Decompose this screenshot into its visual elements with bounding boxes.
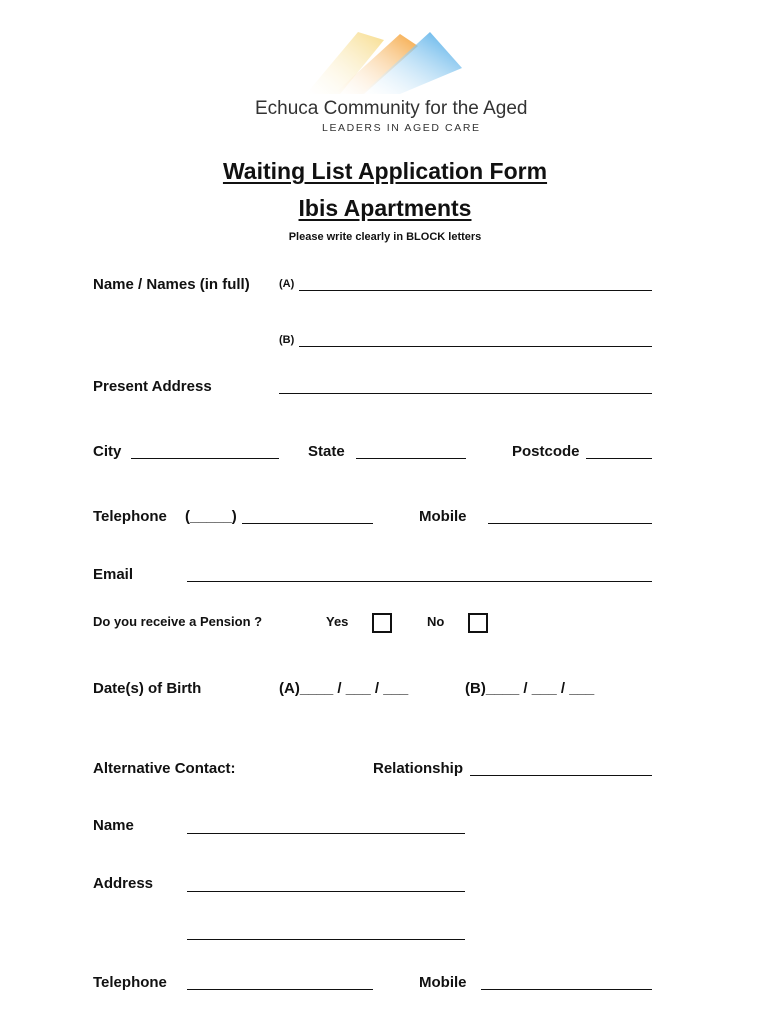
telephone-area-code[interactable]: (_____) [185, 508, 237, 525]
name-a-field[interactable] [299, 290, 652, 291]
form-instruction: Please write clearly in BLOCK letters [288, 231, 482, 243]
alt-address-label: Address [93, 875, 154, 892]
no-label: No [427, 614, 445, 629]
form-title: Waiting List Application Form [222, 158, 548, 184]
postcode-label: Postcode [512, 443, 580, 460]
address-label: Present Address [93, 378, 212, 395]
state-label: State [308, 443, 345, 460]
yes-label: Yes [326, 614, 349, 629]
telephone-label: Telephone [93, 508, 167, 525]
alt-mobile-field[interactable] [481, 989, 652, 990]
postcode-field[interactable] [586, 458, 652, 459]
pension-question: Do you receive a Pension ? [93, 614, 263, 629]
mobile-field[interactable] [488, 523, 652, 524]
name-label: Name / Names (in full) [93, 276, 250, 293]
alt-name-label: Name [93, 817, 134, 834]
state-field[interactable] [356, 458, 466, 459]
form-subtitle: Ibis Apartments [298, 195, 472, 221]
alt-mobile-label: Mobile [419, 974, 467, 991]
no-checkbox[interactable] [468, 613, 488, 633]
alt-address-field-2[interactable] [187, 939, 465, 940]
relationship-field[interactable] [470, 775, 652, 776]
yes-checkbox[interactable] [372, 613, 392, 633]
mobile-label: Mobile [419, 508, 467, 525]
name-b-marker: (B) [279, 334, 295, 346]
alt-telephone-field[interactable] [187, 989, 373, 990]
alt-telephone-label: Telephone [93, 974, 167, 991]
org-tagline: LEADERS IN AGED CARE [322, 122, 481, 134]
alt-address-field-1[interactable] [187, 891, 465, 892]
city-field[interactable] [131, 458, 279, 459]
alternative-contact-heading: Alternative Contact: [93, 760, 236, 777]
logo [300, 30, 470, 98]
address-field[interactable] [279, 393, 652, 394]
alt-name-field[interactable] [187, 833, 465, 834]
logo-mountains-icon [300, 30, 470, 98]
dob-label: Date(s) of Birth [93, 680, 202, 697]
email-field[interactable] [187, 581, 652, 582]
telephone-field[interactable] [242, 523, 373, 524]
email-label: Email [93, 566, 134, 583]
name-a-marker: (A) [279, 278, 295, 290]
org-name: Echuca Community for the Aged [255, 98, 528, 119]
name-b-field[interactable] [299, 346, 652, 347]
relationship-label: Relationship [373, 760, 464, 777]
dob-a-field[interactable]: (A)____ / ___ / ___ [279, 680, 409, 697]
dob-b-field[interactable]: (B)____ / ___ / ___ [465, 680, 595, 697]
city-label: City [93, 443, 122, 460]
